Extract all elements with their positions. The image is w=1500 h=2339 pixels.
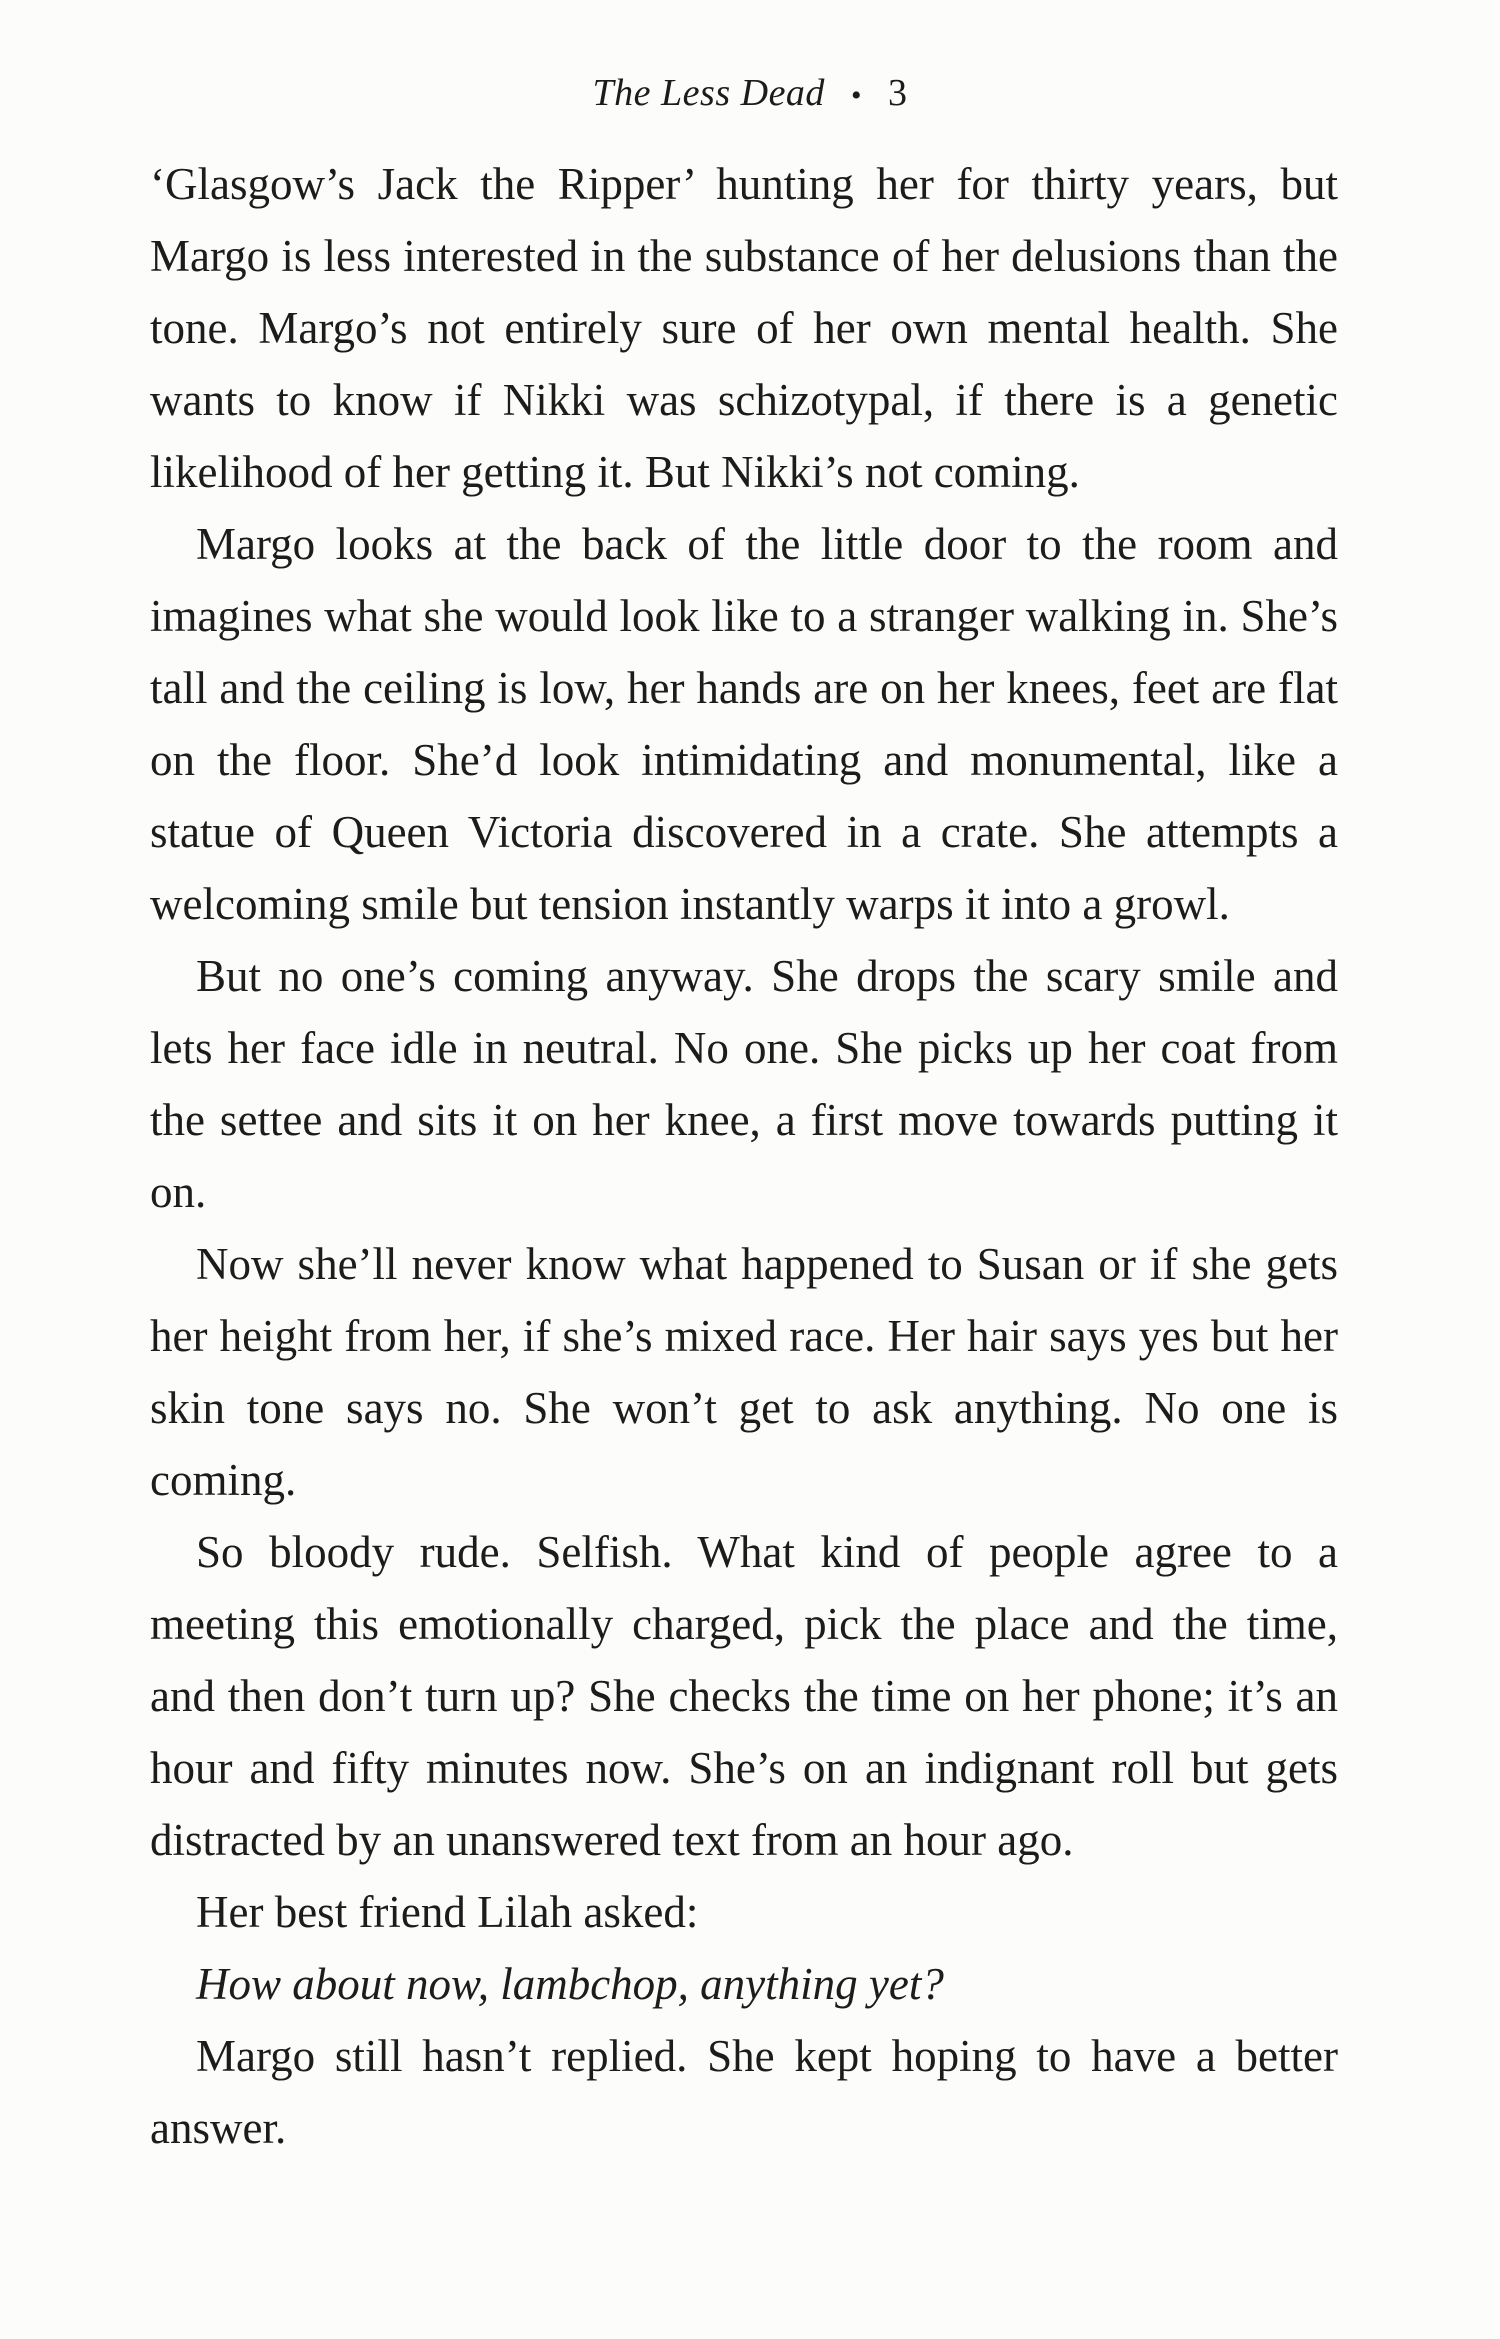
paragraph: Now she’ll never know what happened to Susan or if she gets her height from her, if she’s mixed race. Her hair says yes but her skin tone says no. She won’t get to ask anything. No one is coming.	[150, 1239, 1338, 1505]
page-number: 3	[887, 72, 908, 114]
body-text	[150, 148, 1338, 2164]
running-head-separator: •	[850, 79, 862, 112]
running-head	[0, 68, 1500, 121]
paragraph: But no one’s coming anyway. She drops the scary smile and lets her face idle in neutral. No one. She picks up her coat from the settee and sits it on her knee, a first move towards putting it on.	[150, 951, 1338, 1217]
running-head-title: The Less Dead	[592, 72, 825, 114]
paragraph: Margo still hasn’t replied. She kept hoping to have a better answer.	[150, 2031, 1338, 2153]
paragraph: Margo looks at the back of the little door to the room and imagines what she would look like to a stranger walking in. She’s tall and the ceiling is low, her hands are on her knees, feet are flat on the floor. She’d look intimidating and monumental, like a statue of Queen Victoria discovered in a crate. She attempts a welcoming smile but tension instantly warps it into a growl.	[150, 519, 1338, 929]
paragraph: So bloody rude. Selfish. What kind of people agree to a meeting this emotionally charged, pick the place and the time, and then don’t turn up? She checks the time on her phone; it’s an hour and fifty minutes now. She’s on an indignant roll but gets distracted by an unanswered text from an hour ago.	[150, 1527, 1338, 1865]
paragraph-continued: ‘Glasgow’s Jack the Ripper’ hunting her for thirty years, but Margo is less interested in the substance of her delusions than the tone. Margo’s not entirely sure of her own mental health. She wants to know if Nikki was schizotypal, if there is a genetic likelihood of her getting it. But Nikki’s not coming.	[150, 159, 1338, 497]
text-message-quote: How about now, lambchop, anything yet?	[196, 1959, 944, 2009]
paragraph: Her best friend Lilah asked:	[196, 1887, 699, 1937]
